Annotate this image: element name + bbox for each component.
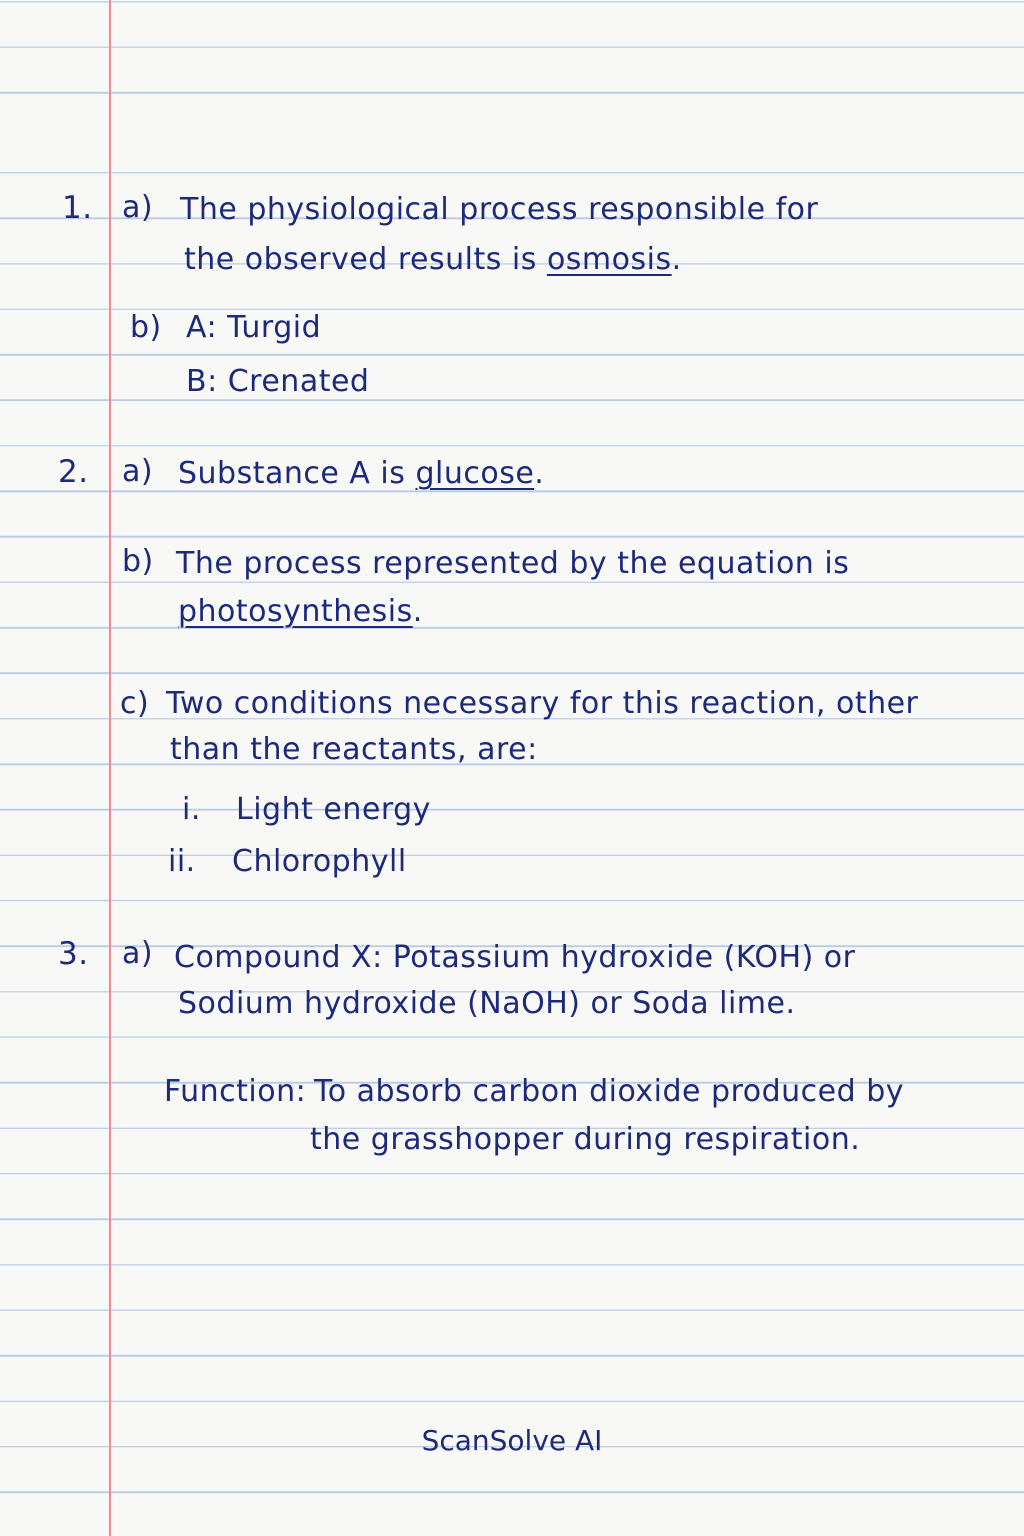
q2-c-item-2-marker: ii. — [168, 844, 196, 879]
margin-line — [109, 0, 111, 1536]
q2-c-item-1-text: Light energy — [236, 792, 431, 827]
q2-c-line1: Two conditions necessary for this reaction, other — [166, 686, 919, 721]
q2-c-label: c) — [120, 686, 150, 721]
q1-a-period: . — [671, 242, 682, 277]
q3-function-line1: To absorb carbon dioxide produced by — [314, 1074, 904, 1109]
q2-b-period: . — [412, 594, 423, 629]
q2-a-prefix: Substance A is — [178, 456, 406, 491]
q3-function-label: Function: — [164, 1074, 307, 1109]
q2-b-line1: The process represented by the equation is — [176, 546, 850, 581]
q2-c-item-2-text: Chlorophyll — [232, 844, 407, 879]
q2-b-label: b) — [122, 544, 154, 579]
q1-b-label: b) — [130, 310, 162, 345]
q2-a-label: a) — [122, 454, 154, 489]
q3-number: 3. — [58, 936, 89, 972]
q1-b-line1: A: Turgid — [186, 310, 322, 345]
q1-a-label: a) — [122, 190, 154, 225]
q2-c-item-1-marker: i. — [182, 792, 201, 827]
q3-a-label: a) — [122, 936, 154, 971]
q2-number: 2. — [58, 454, 89, 490]
q3-a-line2: Sodium hydroxide (NaOH) or Soda lime. — [178, 986, 796, 1021]
q1-b-line2: B: Crenated — [186, 364, 370, 399]
q2-a-answer: glucose — [415, 456, 535, 491]
q1-number: 1. — [62, 190, 93, 226]
q3-function-line2: the grasshopper during respiration. — [310, 1122, 861, 1157]
q1-a-line2-prefix: the observed results is — [184, 242, 537, 277]
q1-a-answer: osmosis — [546, 242, 672, 277]
q1-a-line2 — [184, 242, 682, 278]
q2-b-line2 — [178, 594, 423, 630]
q1-a-line1: The physiological process responsible for — [180, 192, 819, 227]
q2-b-answer: photosynthesis — [178, 594, 413, 629]
footer-watermark: ScanSolve AI — [421, 1424, 603, 1457]
q3-a-line1: Compound X: Potassium hydroxide (KOH) or — [174, 940, 856, 975]
q2-c-line2: than the reactants, are: — [170, 732, 538, 767]
q2-a-line — [178, 456, 544, 492]
q2-a-period: . — [534, 456, 545, 491]
